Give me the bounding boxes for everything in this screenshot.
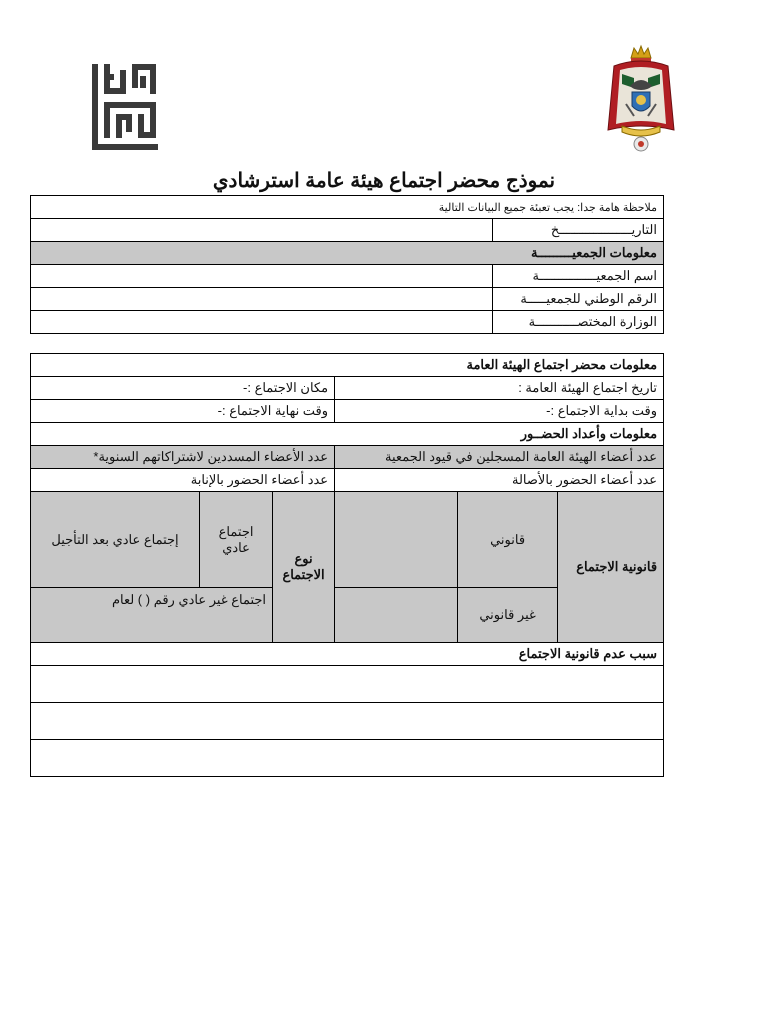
ordinary-meeting-option[interactable]: اجتماع عادي [200, 492, 273, 588]
meeting-info-table [30, 353, 664, 777]
date-field[interactable] [31, 219, 493, 242]
registered-members-label: عدد أعضاء الهيئة العامة المسجلين في قيود الجمعية [335, 446, 664, 469]
illegality-reason-line[interactable] [31, 666, 664, 703]
coat-of-arms-icon [604, 44, 678, 156]
meeting-place-label: مكان الاجتماع :- [31, 377, 335, 400]
illegality-reason-line[interactable] [31, 740, 664, 777]
meeting-date-label: تاريخ اجتماع الهيئة العامة : [335, 377, 664, 400]
illegal-option[interactable]: غير قانوني [458, 588, 558, 643]
association-name-field[interactable] [31, 265, 493, 288]
illegality-reason-line[interactable] [31, 703, 664, 740]
important-note: ملاحظة هامة جدا: يجب تعبئة جميع البيانات التالية [31, 196, 664, 219]
meeting-info-heading: معلومات محضر اجتماع الهيئة العامة [31, 354, 664, 377]
national-number-field[interactable] [31, 288, 493, 311]
ministry-field[interactable] [31, 311, 493, 334]
national-number-label: الرقم الوطني للجمعيـــــة [493, 288, 664, 311]
legality-label: قانونية الاجتماع [558, 492, 664, 643]
attendees-proxy-label: عدد أعضاء الحضور بالإنابة [31, 469, 335, 492]
legal-option[interactable]: قانوني [458, 492, 558, 588]
attendance-heading: معلومات وأعداد الحضــور [31, 423, 664, 446]
illegality-reason-heading: سبب عدم قانونية الاجتماع [31, 643, 664, 666]
legal-value-field[interactable] [335, 492, 458, 588]
illegal-value-field[interactable] [335, 588, 458, 643]
kufic-logo-icon [90, 62, 160, 154]
start-time-label: وقت بداية الاجتماع :- [335, 400, 664, 423]
date-label: التاريـــــــــــــــــــخ [493, 219, 664, 242]
association-info-table [30, 195, 664, 334]
extraordinary-meeting-option[interactable]: اجتماع غير عادي رقم ( ) لعام [31, 588, 273, 643]
end-time-label: وقت نهاية الاجتماع :- [31, 400, 335, 423]
ministry-label: الوزارة المختصـــــــــــة [493, 311, 664, 334]
attendees-original-label: عدد أعضاء الحضور بالأصالة [335, 469, 664, 492]
page-title: نموذج محضر اجتماع هيئة عامة استرشادي [212, 170, 556, 192]
association-info-heading: معلومات الجمعيـــــــــة [31, 242, 664, 265]
meeting-type-label: نوع الاجتماع [273, 492, 335, 643]
paid-members-label: عدد الأعضاء المسددين لاشتراكاتهم السنوية* [31, 446, 335, 469]
ordinary-postponed-option[interactable]: إجتماع عادي بعد التأجيل [31, 492, 200, 588]
association-name-label: اسم الجمعيـــــــــــــــة [493, 265, 664, 288]
